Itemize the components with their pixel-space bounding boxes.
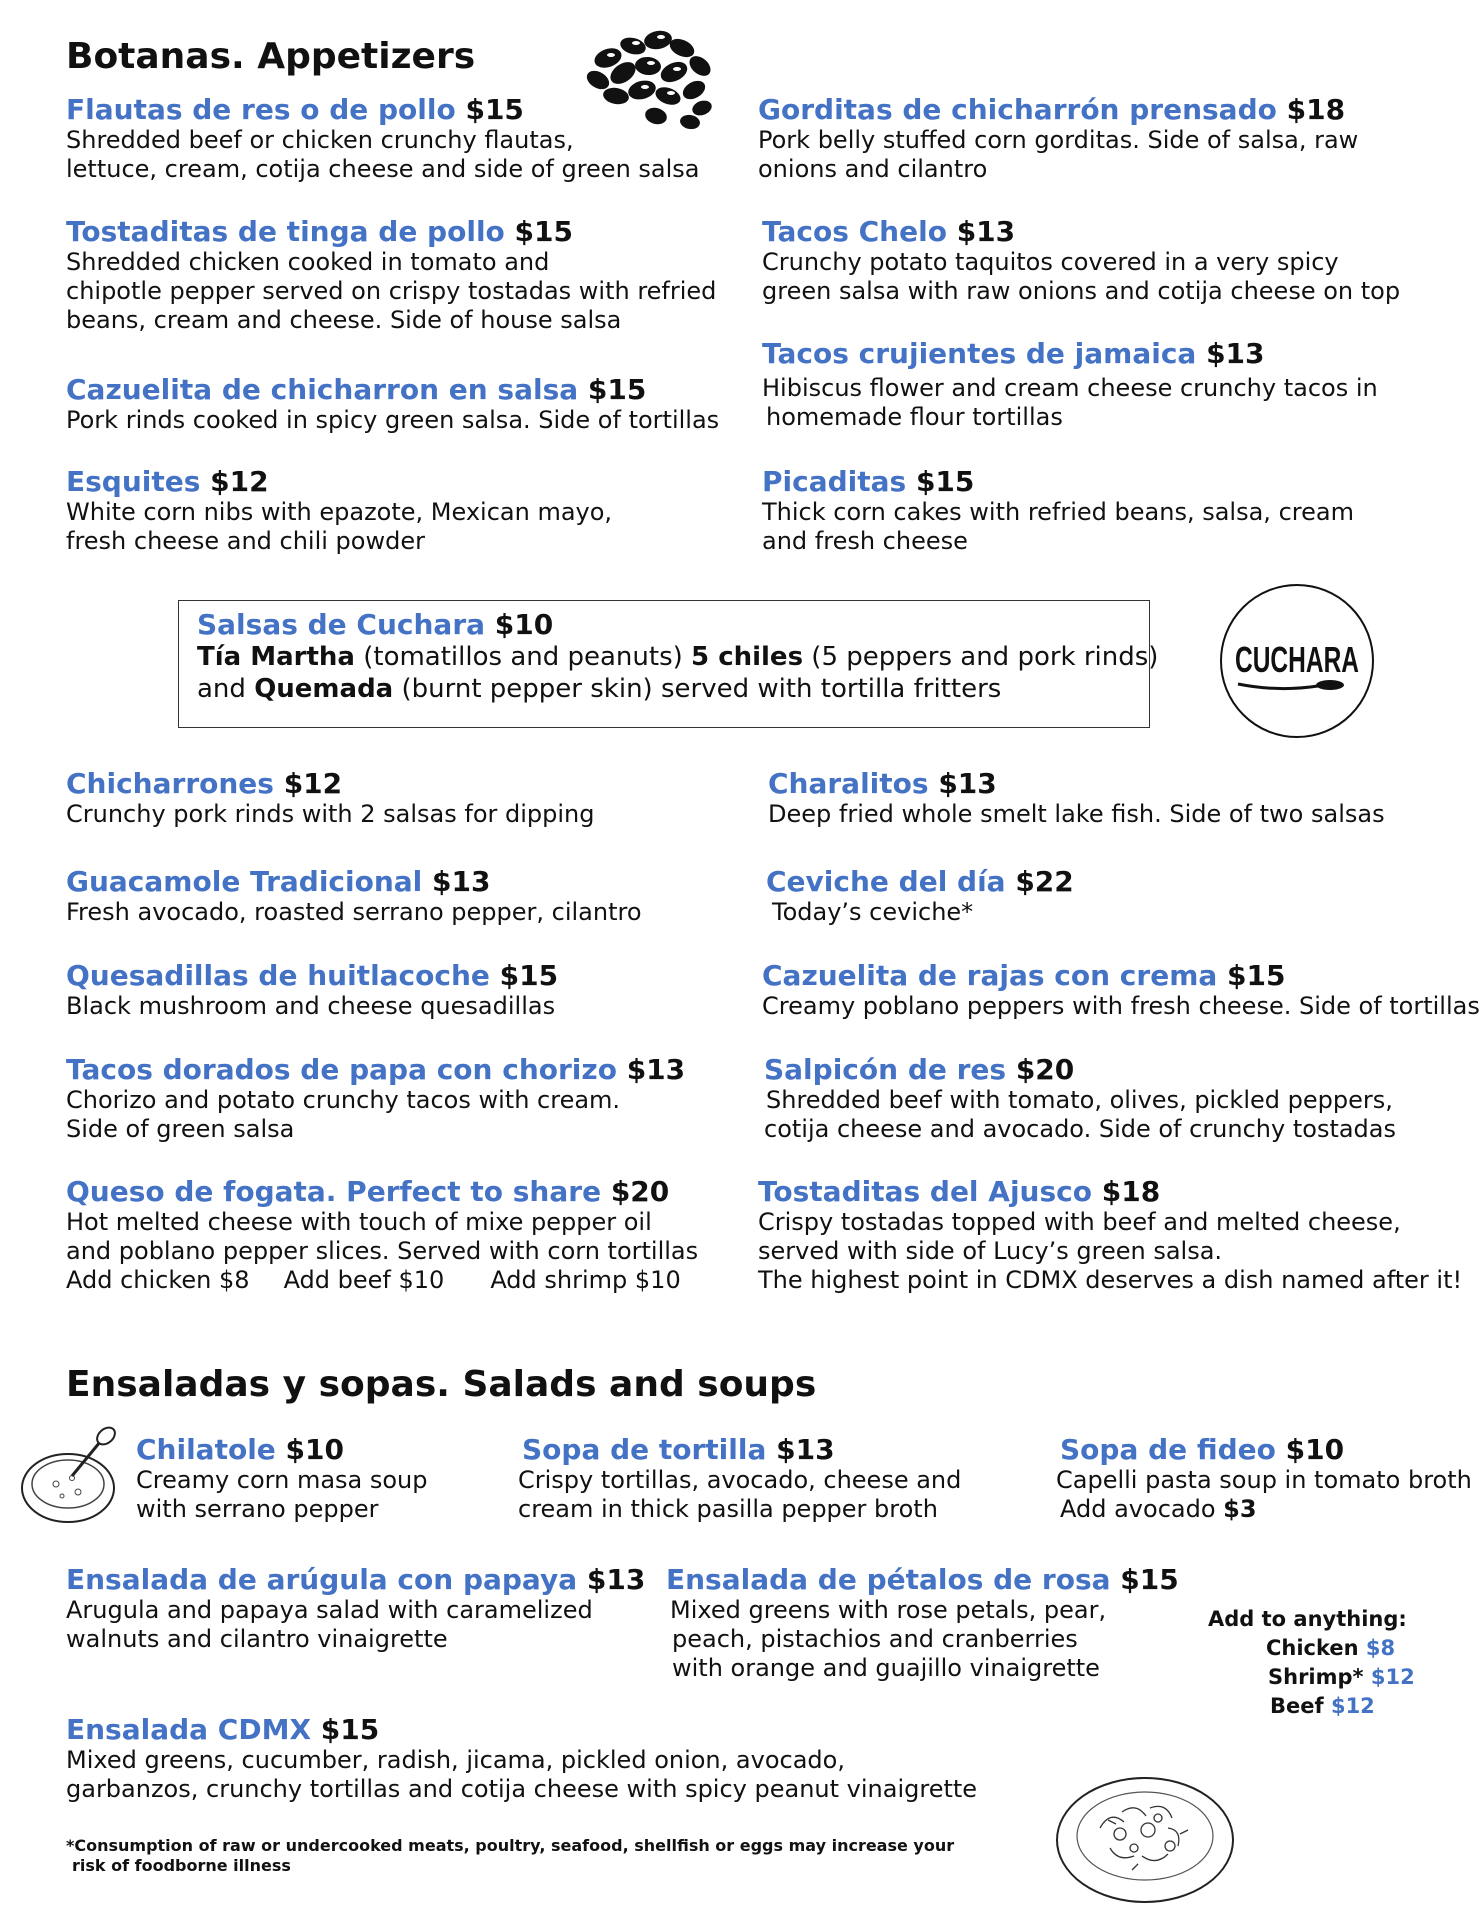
item-name: Sopa de fideo (1060, 1433, 1276, 1466)
add-to-anything (1208, 1605, 1415, 1721)
item-description: Crispy tortillas, avocado, cheese and (518, 1466, 962, 1494)
item-price: $13 (956, 215, 1016, 248)
logo-text: CUCHARA (1235, 639, 1359, 680)
addon-shrimp: Shrimp* $12 (1268, 1665, 1415, 1689)
appetizers-heading: Botanas. Appetizers (66, 36, 476, 77)
item-description: cotija cheese and avocado. Side of crunchy tostadas (764, 1115, 1397, 1143)
item-name: Tacos Chelo (762, 215, 947, 248)
item-description: Chorizo and potato crunchy tacos with cream. (66, 1086, 621, 1114)
item-name: Ensalada de pétalos de rosa (666, 1563, 1111, 1596)
menu-item-esquites (66, 466, 612, 556)
item-price: $12 (283, 767, 343, 800)
item-name: Cazuelita de rajas con crema (762, 959, 1218, 992)
menu-item-ensalada-cdmx (66, 1714, 977, 1804)
item-description: The highest point in CDMX deserves a dish named after it! (758, 1266, 1463, 1294)
item-name: Salpicón de res (764, 1053, 1007, 1086)
menu-item-sopa-tortilla (518, 1434, 961, 1524)
menu-item-picaditas (762, 466, 1354, 556)
item-description: walnuts and cilantro vinaigrette (66, 1625, 448, 1653)
item-description: Today’s ceviche* (772, 898, 974, 926)
item-description: homemade flour tortillas (766, 403, 1063, 431)
item-price: $22 (1015, 865, 1074, 898)
item-price: $13 (938, 767, 997, 800)
item-description: with orange and guajillo vinaigrette (672, 1654, 1100, 1682)
item-price: $13 (626, 1053, 686, 1086)
menu-item-tacos-dorados (66, 1054, 685, 1144)
item-name: Tostaditas del Ajusco (758, 1175, 1092, 1208)
item-description: fresh cheese and chili powder (66, 527, 425, 555)
item-description: onions and cilantro (758, 155, 988, 183)
item-description: Shredded chicken cooked in tomato and (66, 248, 550, 276)
cuchara-logo (1218, 582, 1376, 740)
item-description: served with side of Lucy’s green salsa. (758, 1237, 1223, 1265)
item-price: $15 (514, 215, 573, 248)
item-price: $13 (776, 1433, 835, 1466)
item-description: green salsa with raw onions and cotija cheese on top (762, 277, 1401, 305)
menu-item-tacos-jamaica (762, 338, 1378, 432)
item-description: Crunchy pork rinds with 2 salsas for dipping (66, 800, 595, 828)
item-description: beans, cream and cheese. Side of house salsa (66, 306, 622, 334)
item-price: $15 (1227, 959, 1286, 992)
item-description: Creamy corn masa soup (136, 1466, 428, 1494)
item-name: Gorditas de chicharrón prensado (758, 93, 1277, 126)
item-price: $15 (915, 465, 975, 498)
item-description: Hot melted cheese with touch of mixe pepper oil (66, 1208, 652, 1236)
item-description: lettuce, cream, cotija cheese and side of green salsa (66, 155, 700, 183)
item-description: Side of green salsa (66, 1115, 295, 1143)
item-price: $10 (1285, 1433, 1345, 1466)
menu-item-cazuelita-rajas (762, 960, 1480, 1021)
menu-item-gorditas (758, 94, 1358, 184)
salsas-de-cuchara-box (178, 600, 1159, 728)
item-description: Arugula and papaya salad with caramelized (66, 1596, 593, 1624)
item-description: Pork belly stuffed corn gorditas. Side of salsa, raw (758, 126, 1359, 154)
item-name: Ensalada de arúgula con papaya (66, 1563, 578, 1596)
footnote: *Consumption of raw or undercooked meats, poultry, seafood, shellfish or eggs may increase your risk of foodborne illness (66, 1836, 955, 1875)
menu-item-charalitos (768, 768, 1385, 829)
item-name: Sopa de tortilla (522, 1433, 767, 1466)
item-name: Flautas de res o de pollo (66, 93, 456, 126)
item-price: $13 (586, 1563, 646, 1596)
item-price: $18 (1286, 93, 1346, 126)
item-name: Charalitos (768, 767, 929, 800)
item-price: $20 (610, 1175, 670, 1208)
item-description: and poblano pepper slices. Served with corn tortillas (66, 1237, 699, 1265)
item-description: and fresh cheese (762, 527, 968, 555)
item-price: $15 (1120, 1563, 1179, 1596)
item-description: chipotle pepper served on crispy tostadas with refried (66, 277, 717, 305)
item-price: $15 (320, 1713, 380, 1746)
add-to-anything-heading: Add to anything: (1208, 1607, 1407, 1631)
soup-bowl-icon (12, 1428, 132, 1528)
item-price: $13 (1206, 337, 1265, 370)
salsas-line-1: Tía Martha (tomatillos and peanuts) 5 chiles (5 peppers and pork rinds) (197, 642, 1159, 672)
item-price: $15 (499, 959, 559, 992)
item-name: Esquites (66, 465, 201, 498)
item-price: $10 (494, 608, 554, 641)
item-name: Tacos dorados de papa con chorizo (66, 1053, 617, 1086)
item-description: Creamy poblano peppers with fresh cheese. Side of tortillas (762, 992, 1480, 1020)
item-description: Pork rinds cooked in spicy green salsa. Side of tortillas (66, 406, 720, 434)
item-name: Ceviche del día (766, 865, 1006, 898)
item-name: Chilatole (136, 1433, 276, 1466)
item-description: Shredded beef or chicken crunchy flautas, (66, 126, 574, 154)
item-price: $15 (587, 373, 647, 406)
item-description: peach, pistachios and cranberries (672, 1625, 1078, 1653)
item-price: $13 (432, 865, 491, 898)
item-description: with serrano pepper (136, 1495, 379, 1523)
item-name: Salsas de Cuchara (197, 608, 486, 641)
menu-item-tostaditas-tinga (66, 216, 716, 335)
item-description: cream in thick pasilla pepper broth (518, 1495, 938, 1523)
menu-item-chilatole (136, 1434, 428, 1524)
menu-item-ensalada-rosa (666, 1564, 1179, 1683)
menu-item-salpicon (764, 1054, 1396, 1144)
queso-addons: Add chicken $8 Add beef $10 Add shrimp $10 (66, 1266, 681, 1294)
item-description: Fresh avocado, roasted serrano pepper, cilantro (66, 898, 642, 926)
item-price: $10 (285, 1433, 344, 1466)
item-description: Deep fried whole smelt lake fish. Side of two salsas (768, 800, 1385, 828)
item-name: Guacamole Tradicional (66, 865, 423, 898)
menu-item-sopa-fideo (1056, 1434, 1472, 1524)
item-name: Ensalada CDMX (66, 1713, 312, 1746)
menu-item-tacos-chelo (762, 216, 1400, 306)
sopa-fideo-extra: Add avocado $3 (1060, 1495, 1257, 1523)
addon-chicken: Chicken $8 (1266, 1636, 1396, 1660)
menu-item-tostaditas-ajusco (758, 1176, 1462, 1295)
item-price: $12 (210, 465, 269, 498)
item-description: Mixed greens with rose petals, pear, (670, 1596, 1107, 1624)
menu-item-ceviche (766, 866, 1074, 927)
item-description: Crunchy potato taquitos covered in a very spicy (762, 248, 1339, 276)
item-name: Quesadillas de huitlacoche (66, 959, 490, 992)
item-price: $15 (465, 93, 524, 126)
item-name: Picaditas (762, 465, 907, 498)
item-description: Crispy tostadas topped with beef and melted cheese, (758, 1208, 1401, 1236)
menu-item-flautas (66, 94, 700, 184)
item-description: White corn nibs with epazote, Mexican mayo, (66, 498, 613, 526)
item-description: Thick corn cakes with refried beans, salsa, cream (762, 498, 1354, 526)
menu-item-quesadillas (66, 960, 558, 1021)
item-description: Black mushroom and cheese quesadillas (66, 992, 556, 1020)
item-name: Tacos crujientes de jamaica (762, 337, 1197, 370)
menu-item-queso-fogata (66, 1176, 698, 1295)
item-name: Chicharrones (66, 767, 274, 800)
menu-item-cazuelita-chicharron (66, 374, 719, 435)
item-description: garbanzos, crunchy tortillas and cotija cheese with spicy peanut vinaigrette (66, 1775, 978, 1803)
item-name: Cazuelita de chicharron en salsa (66, 373, 579, 406)
salsas-line-2: and Quemada (burnt pepper skin) served with tortilla fritters (197, 674, 1002, 704)
menu-item-ensalada-arugula (66, 1564, 645, 1654)
item-name: Tostaditas de tinga de pollo (66, 215, 505, 248)
menu-item-guacamole (66, 866, 642, 927)
salad-plate-icon (1050, 1768, 1240, 1908)
item-price: $20 (1015, 1053, 1075, 1086)
menu-item-chicharrones (66, 768, 595, 829)
item-description: Capelli pasta soup in tomato broth (1056, 1466, 1472, 1494)
item-name: Queso de fogata. Perfect to share (66, 1175, 602, 1208)
addon-beef: Beef $12 (1270, 1694, 1375, 1718)
item-price: $18 (1101, 1175, 1161, 1208)
item-description: Mixed greens, cucumber, radish, jicama, pickled onion, avocado, (66, 1746, 845, 1774)
salads-heading: Ensaladas y sopas. Salads and soups (66, 1364, 817, 1405)
item-description: Hibiscus flower and cream cheese crunchy tacos in (762, 374, 1378, 402)
item-description: Shredded beef with tomato, olives, pickled peppers, (766, 1086, 1393, 1114)
